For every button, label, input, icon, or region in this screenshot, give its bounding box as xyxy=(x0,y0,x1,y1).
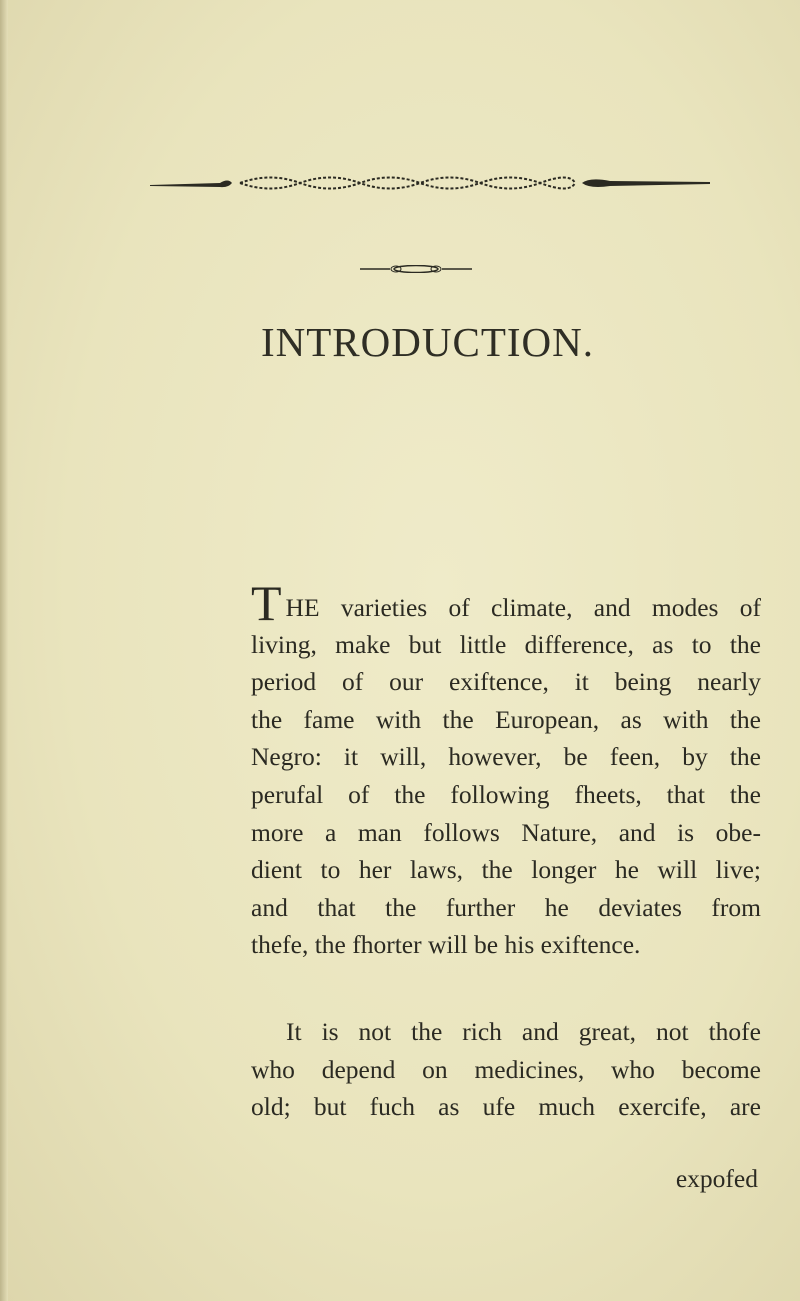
text-line: thefe, the fhorter will be his exiftence. xyxy=(251,930,641,960)
text-line: perufal of the following fheets, that the xyxy=(251,779,761,809)
text-line: THE varieties of climate, and modes of xyxy=(251,575,761,631)
drop-cap: T xyxy=(251,575,282,631)
paragraph-1 xyxy=(251,575,761,964)
text-line: the fame with the European, as with the xyxy=(251,704,761,734)
divider-ornament xyxy=(360,265,472,273)
text-line: It is not the rich and great, not thofe xyxy=(286,1017,761,1046)
text-line: dient to her laws, the longer he will live; xyxy=(251,855,761,885)
paragraph-2 xyxy=(251,1013,761,1126)
text-line: living, make but little difference, as to the xyxy=(251,629,761,659)
page-title: INTRODUCTION. xyxy=(261,319,594,365)
text-line: more a man follows Nature, and is obe- xyxy=(251,817,761,847)
text-line: period of our exiftence, it being nearly xyxy=(251,667,761,697)
text-line: old; but fuch as ufe much exercife, are xyxy=(251,1092,761,1122)
headpiece-ornament xyxy=(150,172,710,194)
text-line: who depend on medicines, who become xyxy=(251,1054,761,1084)
text-line: and that the further he deviates from xyxy=(251,892,761,922)
page-edge xyxy=(0,0,8,1301)
text-line: Negro: it will, however, be feen, by the xyxy=(251,742,761,772)
catchword: expofed xyxy=(675,1164,758,1193)
